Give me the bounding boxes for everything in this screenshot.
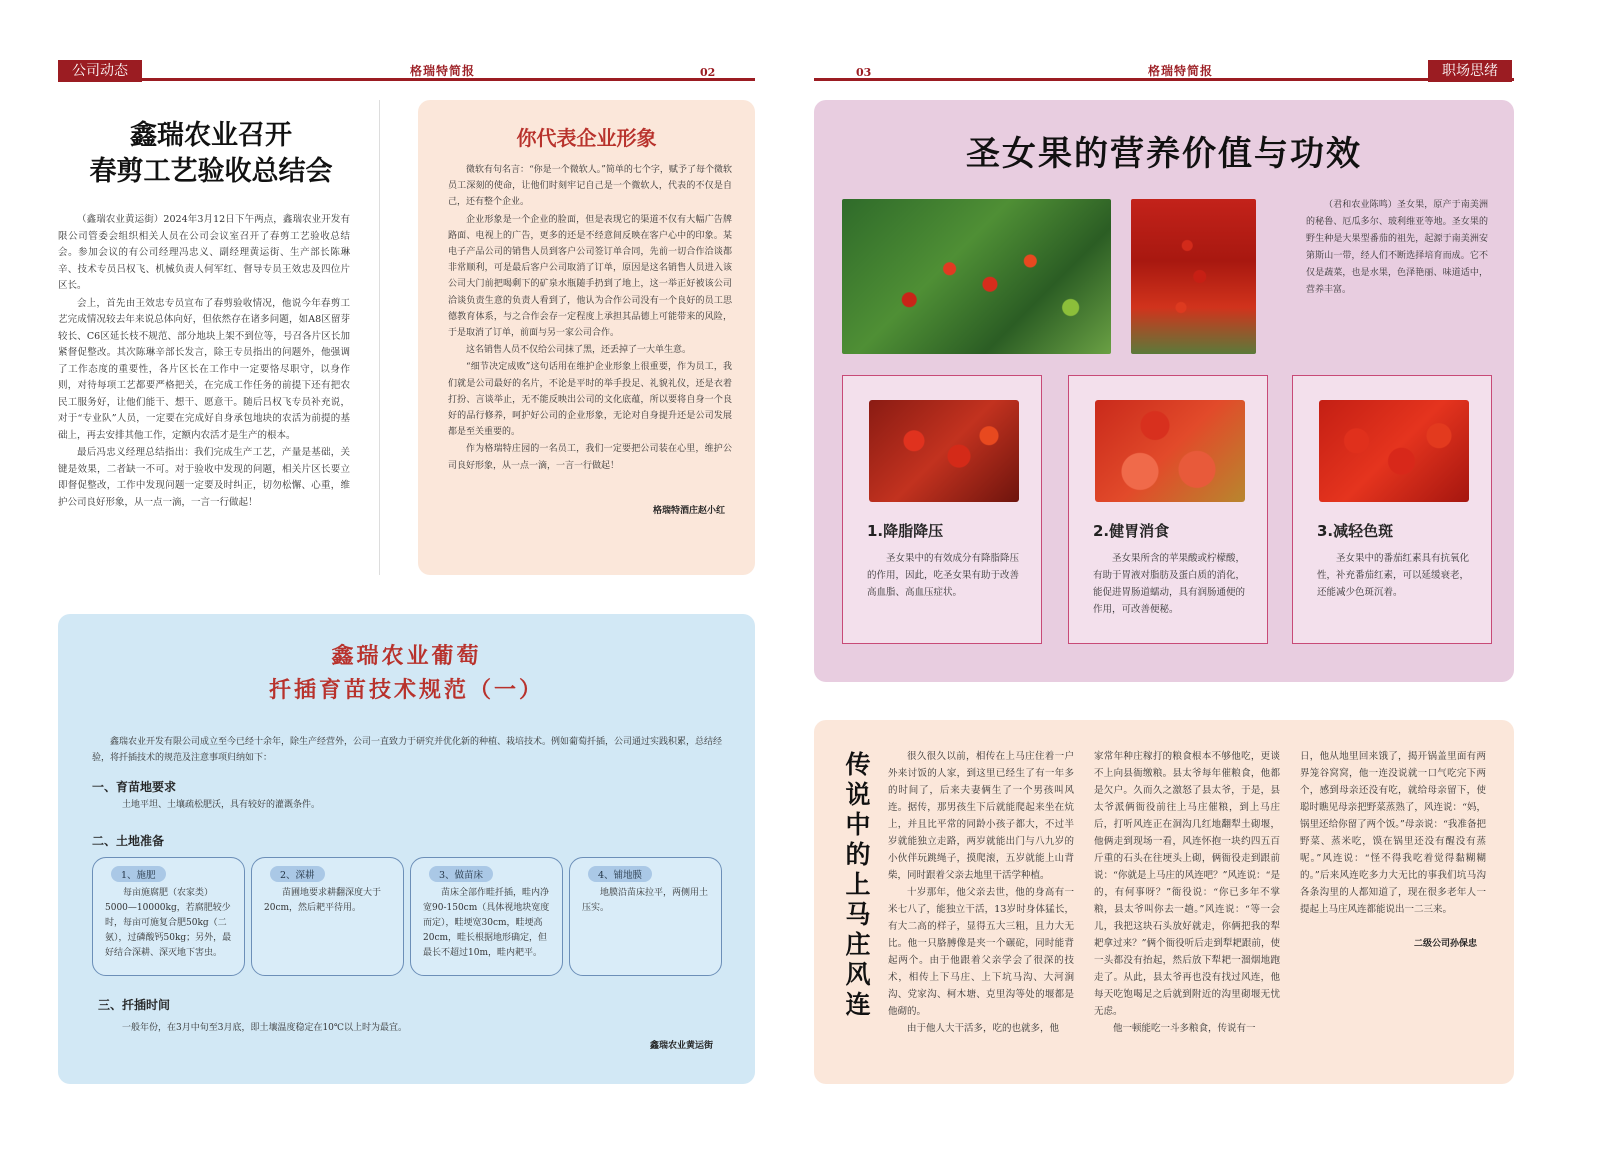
tip-text-content: 圣女果中的有效成分有降脂降压的作用，因此，吃圣女果有助于改善高血脂、高血压症状。 [867,553,1020,598]
article2-body [448,162,732,475]
tip-text-content: 圣女果中的番茄红素具有抗氧化性，补充番茄红素，可以延缓衰老，还能减少色斑沉着。 [1317,553,1470,598]
article3-title-line2: 扦插育苗技术规范（一） [268,678,544,703]
article1-title-line2: 春剪工艺验收总结会 [89,156,333,187]
article2-panel [418,100,755,575]
tomato-washing-photo [869,400,1019,502]
page-number-left: 02 [700,66,716,79]
article1-paragraph: 最后冯忠义经理总结指出：我们完成生产工艺，产量是基础，关键是效果，二者缺一不可。对于验收中发现的问题，相关片区长要立即督促整改，工作中发现问题一定要及时纠正，切勿松懈、心重，维护公司良好形象，从一点一滴，一言一行做起！ [58,447,350,508]
step-label: 2、深耕 [270,866,325,882]
title-char: 说 [845,780,871,809]
title-char: 连 [845,990,871,1019]
step-label: 1、施肥 [111,866,166,882]
tomato-sliced-photo [1095,400,1245,502]
title-char: 马 [845,900,871,929]
article1-title-line1: 鑫瑞农业召开 [130,120,292,151]
step-card-mulch-film [569,857,722,976]
step-text [423,886,551,961]
tip-title: 2.健胃消食 [1093,522,1170,540]
tip-text [867,550,1021,601]
column-divider [379,100,380,575]
article1-paragraph: （鑫瑞农业黄运街）2024年3月12日下午两点，鑫瑞农业开发有限公司管委会组织相关人员在公司会议室召开了春剪工艺验收总结会。参加会议的有公司经理冯忠义、副经理黄运街、生产部长陈琳辛、技术专员吕权飞、机械负责人何军红、督导专员王效忠及四位片区长。 [58,214,350,291]
article1-paragraph: 会上，首先由王效忠专员宣布了春剪验收情况，他说今年春剪工艺完成情况较去年来说总体向好，但依然存在诸多问题，如A8区留芽较长、C6区延长枝不规范、部分地块上架不到位等，号召各片区长加紧督促整改。其次陈琳辛部长发言，除王专员指出的问题外，他强调了工作态度的重要性，各片区长在工作中一定要恪尽职守，以身作则，对待每项工艺都要严格把关，在完成工作任务的前提下还有把农民工服务好，让他们能干、想干、愿意干。随后吕权飞专员补充说，对于“专业队”人员，一定要在完成好自身承包地块的农活为前提的基础上，再去安排其他工作，定额内农活才是生产的根本。 [58,297,350,441]
article3-sec2-title: 二、土地准备 [92,834,165,848]
title-char: 中 [845,810,871,839]
title-char: 传 [845,750,871,779]
article3-intro-text: 鑫瑞农业开发有限公司成立至今已经十余年，除生产经营外，公司一直致力于研究并优化新的种植、栽培技术。例如葡萄扦插，公司通过实践积累，总结经验，将扦插技术的规范及注意事项归纳如下： [92,737,723,763]
article3-sec3-title: 三、扦插时间 [98,998,171,1012]
article2-paragraph: 作为格瑞特庄园的一名员工，我们一定要把公司装在心里，维护公司良好形象，从一点一滴，一言一行做起！ [448,444,732,471]
article3-title [58,640,755,708]
article3-title-line1: 鑫瑞农业葡萄 [331,644,482,669]
article3-panel [58,614,755,1084]
article5-paragraph: 由于他人大干活多，吃的也就多，他 [907,1023,1060,1034]
tip-title: 3.减轻色斑 [1317,522,1394,540]
tip-text [1317,550,1471,601]
article3-author: 鑫瑞农业黄运街 [650,1041,714,1051]
step-text-content: 苗床全部作畦扦插，畦内净宽90-150cm（具体视地块宽度而定），畦埂宽30cm，畦埂高20cm，畦长根据地形确定，但最长不超过10m，畦内耙平。 [423,888,550,958]
tomato-vine-photo [842,199,1111,354]
tomato-cluster-photo [1131,199,1256,354]
step-text-content: 每亩施腐肥（农家类）5000—10000kg，若腐肥较少时，每亩可施复合肥50kg（二氨），过磷酸钙50kg；另外，最好结合深耕、深灭地下害虫。 [105,888,232,958]
article5-paragraph: 十岁那年，他父亲去世，他的身高有一米七八了，能独立干活，13岁时身体猛长，有大二高的样子，显得五大三粗，且力大无比。他一只胳膊像是夹一个碾砣，同时能背起两个。由于他跟着父亲学会了很深的技术，相传上下马庄、上下坑马沟、大河涧沟、党家沟、柯木塘、克里沟等处的堰都是他砌的。 [888,887,1074,1017]
step-text [582,886,710,916]
tip-text-content: 圣女果所含的苹果酸或柠檬酸，有助于胃液对脂肪及蛋白质的消化，能促进胃肠道蠕动，具有润肠通便的作用，可改善便秘。 [1093,553,1246,615]
article5-paragraph: 家常年种庄稼打的粮食根本不够他吃，更谈不上向县衙缴粮。县太爷每年催粮食，他都是欠户。久而久之激怒了县太爷，于是，县太爷派俩衙役前往上马庄催粮，到上马庄后，打听风连正在洞沟几红地翻犁土砌堰，他俩走到现场一看，风连怀抱一块约四五百斤重的石头在往埂头上砌，俩衙役走到跟前说：“你就是上马庄的风连吧？”风连说：“是的，有何事呀？”衙役说：“你已多年不掌粮，县太爷叫你去一趟。”风连说：“等一会儿，我把这块石头放好就走，你俩把我的犁耙拿过来？”俩个衙役听后走到犁耙跟前，使一头都没有抬起，然后放下犁耙一溜烟地跑走了。从此，县太爷再也没有找过风连，他每天吃饱喝足之后就到附近的沟里砌堰无忧无虑。 [1094,751,1280,1017]
section-tag-company-news: 公司动态 [58,60,142,82]
step-text [264,886,392,916]
article2-title: 你代表企业形象 [516,126,657,150]
article5-paragraph: 很久很久以前，相传在上马庄住着一户外来讨饭的人家，到这里已经生了有一年多的时间了，后来夫妻俩生了一个男孩叫风连。据传，那男孩生下后就能爬起来坐在炕上，并且比平常的同龄小孩子都大，不过半岁就能独立走路，两岁就能出门与八九岁的小伙伴玩跳绳子，摸爬滚，五岁就能上山背柴，同时跟着父亲去地里干活学种植。 [888,751,1074,881]
section-tag-workplace-thoughts: 职场思绪 [1428,60,1512,82]
tip-card-lower-lipids [842,375,1042,644]
step-text [105,886,233,961]
tip-card-digestion [1068,375,1268,644]
tip-card-reduce-spots [1292,375,1492,644]
article5-column-3 [1300,748,1486,918]
newsletter-title-left: 格瑞特简报 [410,64,476,78]
article1-body [58,212,350,512]
article2-paragraph: “细节决定成败”这句话用在维护企业形象上很重要，作为员工，我们就是公司最好的名片，不论是平时的举手投足、礼貌礼仪，还是衣着打扮、言谈举止，无不能反映出公司的文化底蕴，所以要将自身一个良好的品行修养，呵护好公司的企业形象，无论对自身提升还是公司发展都是至关重要的。 [448,362,732,438]
title-char: 风 [845,960,871,989]
step-text-content: 地膜沿苗床拉平，两侧用土压实。 [582,888,709,913]
article2-paragraph: 这名销售人员不仅给公司抹了黑，还丢掉了一大单生意。 [466,345,692,356]
article5-vertical-title [843,750,873,1020]
newsletter-title-right: 格瑞特简报 [1148,64,1214,78]
article1-title [60,118,362,190]
article3-intro [92,734,722,767]
article5-paragraph: 日，他从地里回来饿了，揭开锅盖里面有两界笼谷窝窝，他一连没说就一口气吃完下两个，感到母亲还没有吃，就给母亲留下，使聪时瞧见母亲把野菜蒸熟了，风连说：“妈，锅里还给你留了两个饭。”母亲说：“我准备把野菜、蒸米吃，馍在锅里还没有醒没有蒸呢。”风连说：“怪不得我吃着觉得黏糊糊的。”后来风连吃多力大无比的事我们坑马沟各条沟里的人都知道了，现在很多老年人一提起上马庄风连都能说出一二三来。 [1300,751,1486,915]
step-text-content: 苗圃地要求耕翻深度大于20cm，然后耙平待用。 [264,888,382,913]
step-label: 3、做苗床 [429,866,493,882]
header-rule-left [58,78,755,81]
step-label: 4、铺地膜 [588,866,652,882]
article5-paragraph: 他一顿能吃一斗多粮食，传说有一 [1113,1023,1256,1034]
tomato-pile-photo [1319,400,1469,502]
article3-sec1-text: 土地平坦、土壤疏松肥沃，具有较好的灌溉条件。 [122,800,321,810]
article5-column-1 [888,748,1074,1037]
article5-author: 二级公司孙保忠 [1414,939,1478,949]
article4-intro [1306,197,1488,300]
step-card-deep-plow [251,857,404,976]
title-char: 的 [845,840,871,869]
tip-title: 1.降脂降压 [867,522,944,540]
step-card-seedbed [410,857,563,976]
title-char: 庄 [845,930,871,959]
step-card-fertilize [92,857,245,976]
article5-column-2 [1094,748,1280,1037]
title-char: 上 [845,870,871,899]
article3-sec1-title: 一、育苗地要求 [92,780,177,794]
page-number-right: 03 [856,66,872,79]
article3-sec3-text: 一般年份，在3月中旬至3月底，即土壤温度稳定在10℃以上时为最宜。 [122,1023,407,1033]
article2-paragraph: 微软有句名言：“你是一个微软人。”简单的七个字，赋予了每个微软员工深刻的使命，让他们时刻牢记自己是一个微软人，代表的不仅是自己，还有整个企业。 [448,165,732,208]
article4-title: 圣女果的营养价值与功效 [966,134,1362,174]
tip-text [1093,550,1247,618]
article4-intro-text: （君和农业陈鸣）圣女果，原产于南美洲的秘鲁、厄瓜多尔、玻利维亚等地。圣女果的野生种是大果型番茄的祖先，起源于南美洲安第斯山一带，经人们不断选择培育而成。它不仅是蔬菜，也是水果，色泽艳丽、味道适中，营养丰富。 [1306,200,1488,295]
article2-author: 格瑞特酒庄赵小红 [653,506,726,516]
article2-paragraph: 企业形象是一个企业的脸面，但是表现它的渠道不仅有大幅广告牌路面、电视上的广告，更多的还是不经意间反映在客户心中的印象。某电子产品公司的销售人员到客户公司签订单合同，先前一切合作洽谈都非常顺利，可是最后客户公司取消了订单，原因是这名销售人员进入该公司大门前把喝剩下的矿泉水瓶随手扔到了地上，这一举正好被该公司洽谈负责生意的负责人看到了，他认为合作公司没有一个良好的员工思德教育体系，与之合作会存一定程度上承担其品德上可能带来的风险，于是取消了订单，前面与另一家公司合作。 [448,214,732,339]
